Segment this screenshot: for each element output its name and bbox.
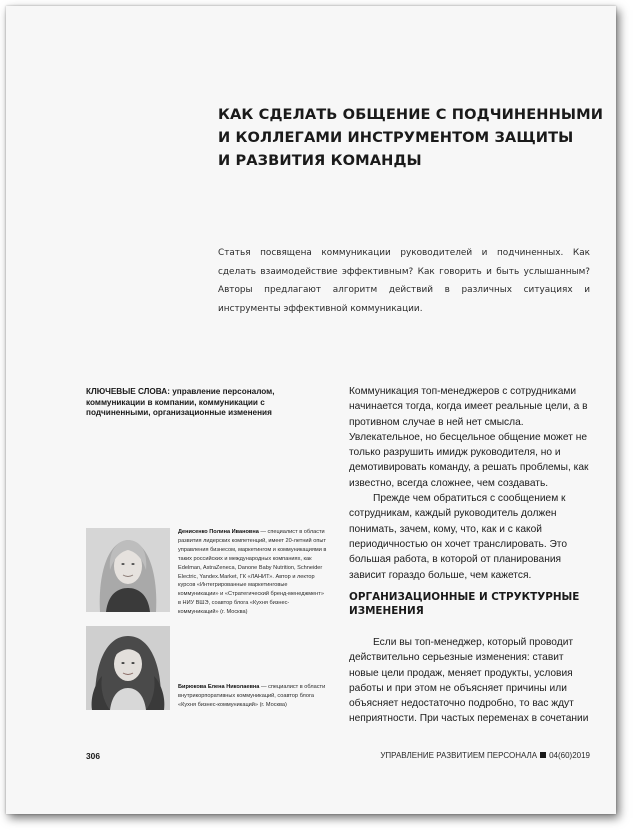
article-title-line-3: И РАЗВИТИЯ КОМАНДЫ	[218, 152, 422, 169]
body-paragraph-2: Прежде чем обратиться с сообщением к сотрудникам, каждый руководитель должен понимать, зачем, кому, что, как и с какой периодичностью он хочет транслировать. Это большая работа, в которой от планирования зависит гораздо больше, чем кажется.	[349, 493, 568, 581]
article-title-line-1: КАК СДЕЛАТЬ ОБЩЕНИЕ С ПОДЧИНЕННЫМИ	[218, 106, 604, 123]
section-heading: ОРГАНИЗАЦИОННЫЕ И СТРУКТУРНЫЕ ИЗМЕНЕНИЯ	[349, 591, 580, 617]
body-column-bottom	[349, 635, 590, 727]
body-paragraph-1: Коммуникация топ-менеджеров с сотрудниками начинается тогда, когда имеет реальные цели, а в противном случае в ней нет смысла. Увлекательное, но бесцельное общение может не только разрушить имидж руководителя, но и демотивировать команду, а решать проблемы, как известно, всегда сложнее, чем создавать.	[349, 386, 589, 489]
journal-footer	[380, 751, 590, 760]
author-name-denisenko: Денисенко Полина Ивановна	[178, 529, 259, 535]
magazine-page	[6, 6, 616, 814]
author-bio-biryukova	[178, 683, 328, 710]
article-title-line-2: И КОЛЛЕГАМИ ИНСТРУМЕНТОМ ЗАЩИТЫ	[218, 129, 574, 146]
author-name-biryukova: Бирюкова Елена Николаевна	[178, 684, 260, 690]
keywords-text: управление персоналом, коммуникации в компании, коммуникации с подчиненными, организационные изменения	[86, 387, 275, 417]
journal-issue: 04(60)2019	[549, 751, 590, 760]
keywords-block	[86, 387, 331, 419]
page-number: 306	[86, 751, 100, 761]
article-title	[218, 103, 608, 172]
author-photo-biryukova	[86, 626, 170, 710]
body-column-top	[349, 384, 590, 583]
author-bio-denisenko	[178, 528, 328, 617]
article-abstract: Статья посвящена коммуникации руководителей и подчиненных. Как сделать взаимодействие эффективным? Как говорить и быть услышанным? Авторы предлагают алгоритм действий в различных ситуациях и инструменты эффективной коммуникации.	[218, 248, 590, 315]
journal-name: УПРАВЛЕНИЕ РАЗВИТИЕМ ПЕРСОНАЛА	[380, 751, 538, 760]
author-bio-text-biryukova: — специалист в области внутрикорпоративных коммуникаций, соавтор блога «Кухня бизнес-коммуникаций» (г. Москва)	[178, 684, 326, 708]
author-photo-denisenko	[86, 528, 170, 612]
keywords-label: КЛЮЧЕВЫЕ СЛОВА:	[86, 387, 170, 396]
body-paragraph-3: Если вы топ-менеджер, который проводит действительно серьезные изменения: ставит новые цели продаж, меняет продукты, условия работы и при этом не объясняет причины или объясняет недостаточно подробно, то вас ждут неприятности. При частых переменах в сочетании	[349, 637, 589, 725]
square-separator-icon	[540, 752, 546, 758]
author-bio-text-denisenko: — специалист в области развития лидерских компетенций, имеет 20-летний опыт управления бизнесом, маркетингом и коммуникациями в таких российских и международных компаниях, как Edelman, AstraZeneca, Danone Baby Nutrition, Schneider Electric, Yandex.Market, ГК «ЛАНИТ». Автор и лектор курсов «Интегрированные маркетинговые коммуникации» и «Стратегический бренд-менеджмент» в НИУ ВШЭ, соавтор блога «Кухня бизнес-коммуникаций» (г. Москва)	[178, 529, 327, 616]
